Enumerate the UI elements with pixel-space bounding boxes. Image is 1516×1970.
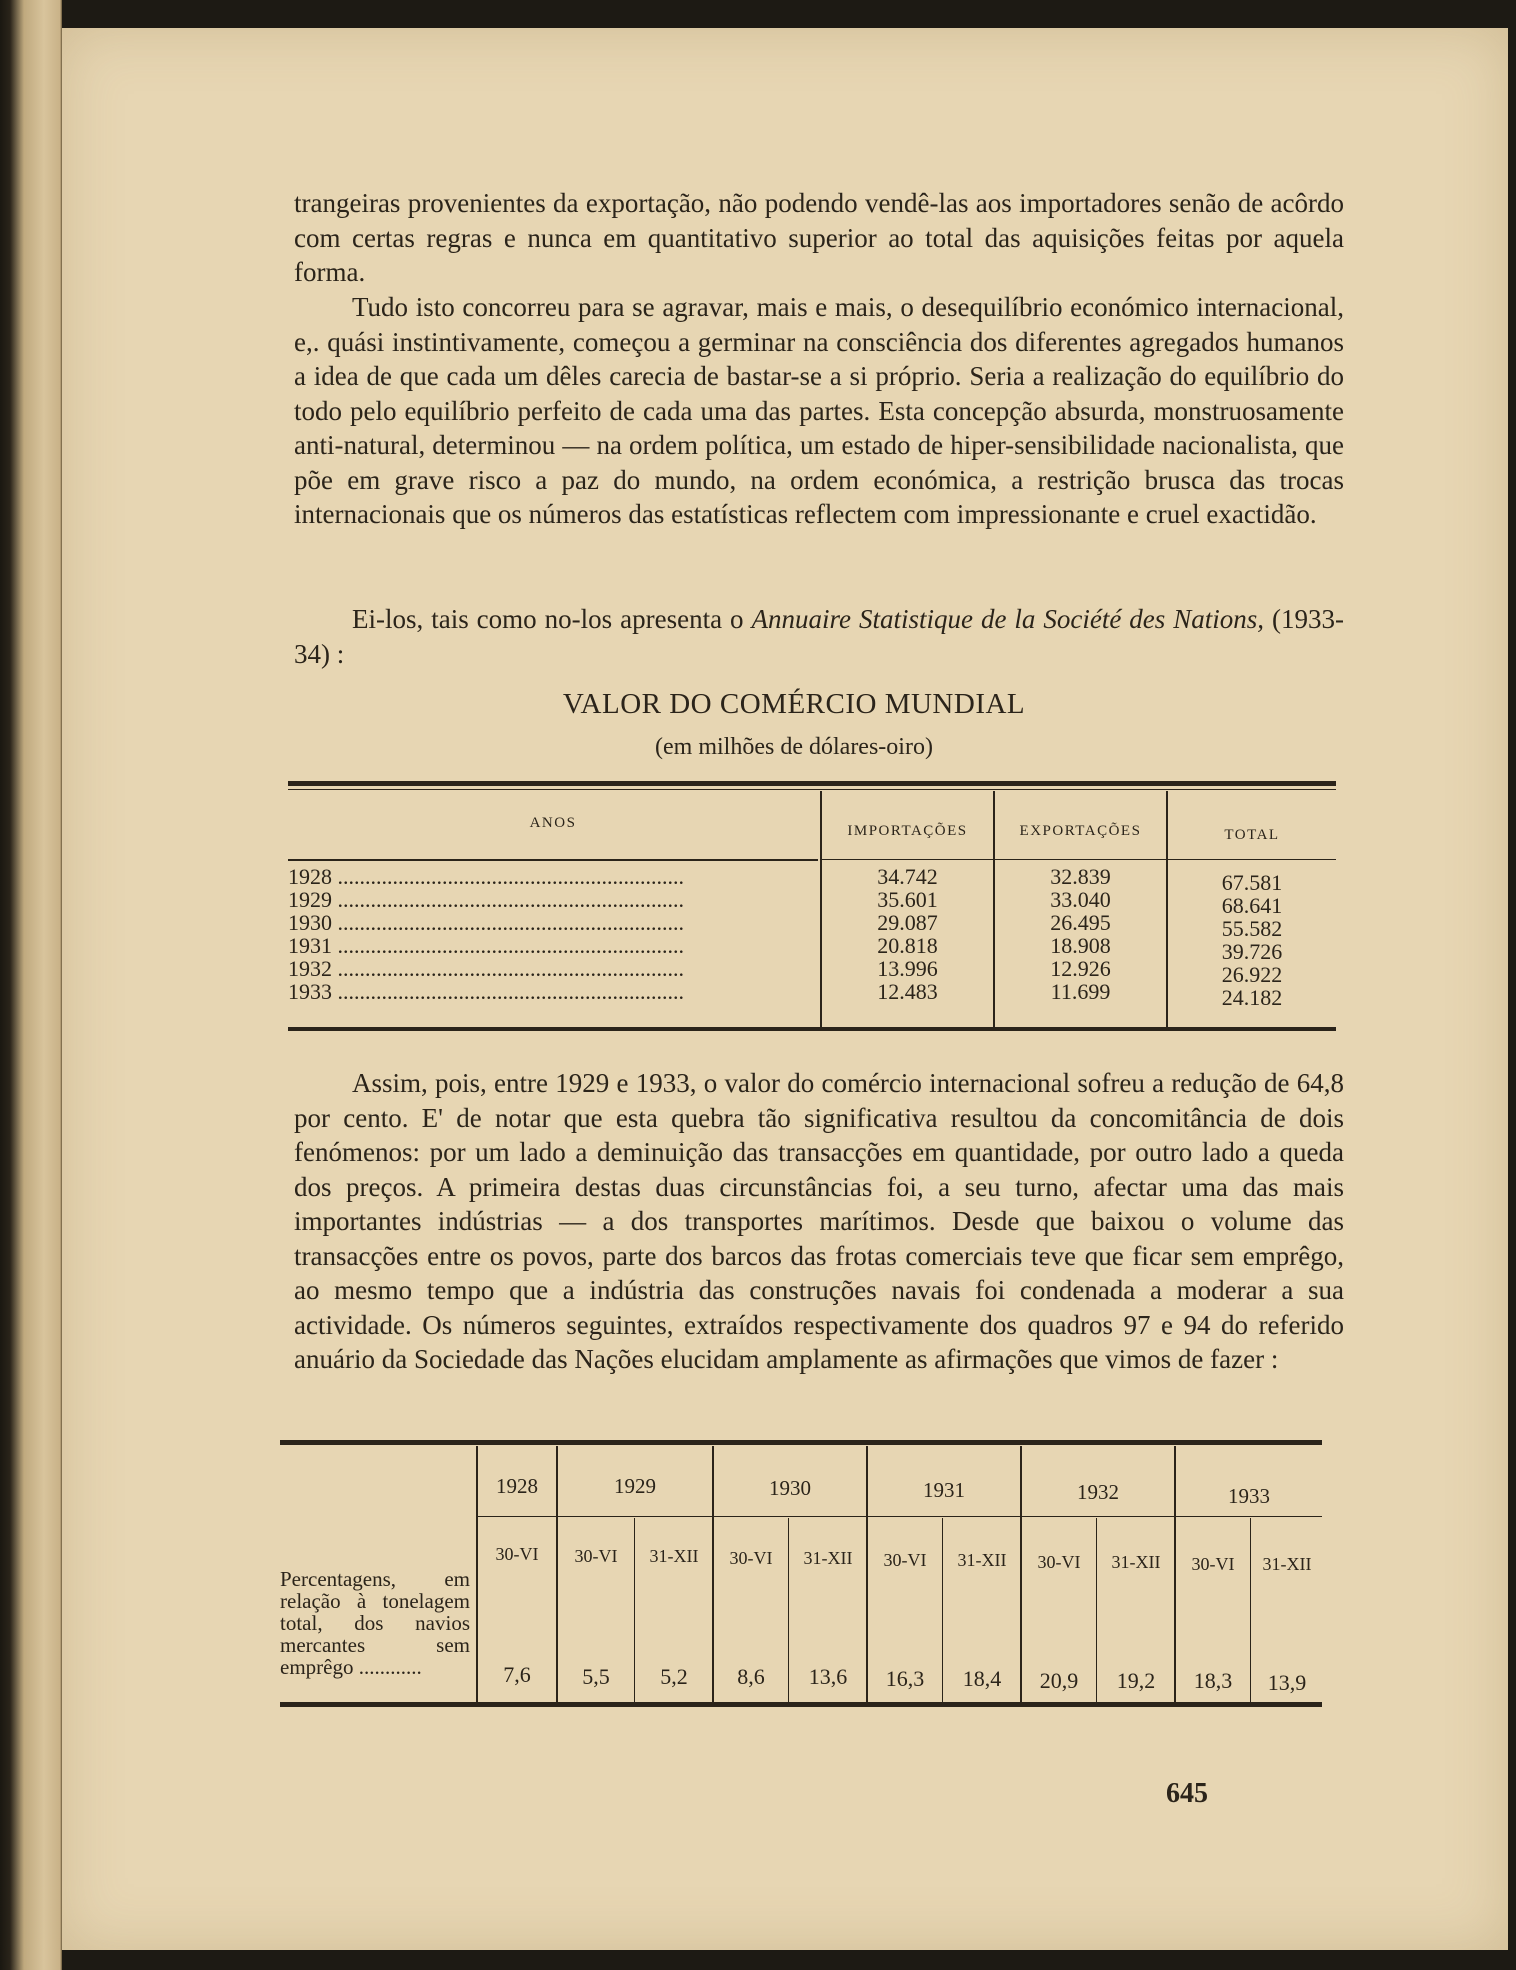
ship-value: 16,3 [885, 1666, 925, 1691]
exports-cell: 33.040 [1050, 887, 1111, 912]
ship-date: 30-VI [729, 1548, 773, 1568]
header-imports: IMPORTAÇÕES [847, 823, 968, 839]
book-gutter [0, 0, 62, 1970]
total-column [1168, 871, 1336, 1009]
table-top-rule-thin [288, 789, 1336, 790]
paragraph-4: Assim, pois, entre 1929 e 1933, o valor do comércio internacional sofreu a redução de 64,8 por cento. E' de notar que esta quebra tão significativa resultou da concomitância de dois fenómenos: por um lado a deminuição das transacções em quantidade, por outro lado a queda dos preços. A primeira destas duas circunstâncias foi, a seu turno, afectar uma das mais importantes indústrias — a dos transportes marítimos. Desde que baixou o volume das transacções entre os povos, parte dos barcos das frotas comerciais teve que ficar sem emprêgo, ao mesmo tempo que a indústria das construções navais foi condenada a moderar a sua actividade. Os números seguintes, extraídos respectivamente dos quadros 97 e 94 do referido anuário da Sociedade das Nações elucidam amplamente as afirmações que vimos de fazer : [294, 1068, 1344, 1374]
ship-value: 5,2 [660, 1664, 688, 1689]
total-cell: 26.922 [1221, 962, 1283, 987]
imports-column [822, 865, 993, 1003]
table-top-rule [288, 781, 1336, 786]
imports-cell: 20.818 [877, 933, 938, 958]
ship-year: 1933 [1228, 1484, 1270, 1508]
paragraph-3 [294, 602, 1344, 671]
imports-cell: 35.601 [877, 887, 938, 912]
paragraph-1: trangeiras provenientes da exportação, não podendo vendê-las aos importadores senão de acôrdo com certas regras e nunca em quantitativo superior ao total das aquisições feitas por aquela forma. [294, 188, 1344, 287]
header-years: ANOS [529, 815, 577, 831]
ship-subcol-divider [788, 1518, 789, 1702]
ship-value: 18,4 [962, 1666, 1002, 1691]
table-bottom-rule [288, 1027, 1336, 1031]
ship-value: 8,6 [737, 1664, 765, 1689]
year-cell: 1929 ............................................................... [288, 888, 684, 911]
table-title: VALOR DO COMÉRCIO MUNDIAL [562, 688, 1026, 720]
exports-cell: 18.908 [1050, 933, 1111, 958]
ship-value: 20,9 [1039, 1668, 1079, 1693]
imports-cell: 12.483 [877, 979, 938, 1004]
ship-year: 1931 [923, 1478, 965, 1502]
ship-year: 1930 [769, 1476, 811, 1500]
table-subtitle: (em milhões de dólares-oiro) [655, 734, 933, 760]
ship-top-rule [280, 1440, 1322, 1445]
ship-year: 1932 [1077, 1480, 1119, 1504]
paragraph-3-end: (1933-34) : [294, 604, 1345, 669]
header-rule-years [288, 859, 818, 861]
ship-year: 1928 [496, 1474, 538, 1498]
ship-date: 30-VI [883, 1550, 927, 1570]
year-cell: 1930 ............................................................... [288, 911, 684, 934]
ship-value: 19,2 [1116, 1668, 1156, 1693]
ship-subcol-divider [1250, 1518, 1251, 1702]
total-cell: 55.582 [1221, 916, 1283, 941]
header-exports: EXPORTAÇÕES [1019, 823, 1142, 839]
ship-value: 13,6 [808, 1664, 848, 1689]
ship-row-label: Percentagens, em relação à tonelagem total, dos navios mercantes sem emprêgo ............ [280, 1567, 470, 1679]
exports-cell: 11.699 [1050, 979, 1111, 1004]
total-cell: 39.726 [1221, 939, 1283, 964]
exports-cell: 32.839 [1050, 864, 1111, 889]
total-cell: 67.581 [1221, 870, 1283, 895]
ship-value: 7,6 [503, 1662, 531, 1687]
ship-date: 30-VI [574, 1546, 618, 1566]
year-column [288, 865, 818, 1003]
imports-cell: 29.087 [877, 910, 938, 935]
year-cell: 1931 ............................................................... [288, 934, 684, 957]
ship-value: 5,5 [582, 1664, 610, 1689]
ship-value: 18,3 [1193, 1668, 1233, 1693]
imports-cell: 13.996 [877, 956, 938, 981]
annuaire-citation: Annuaire Statistique de la Société des Nations, [751, 604, 1265, 634]
ship-subcol-divider [942, 1518, 943, 1702]
book-page [62, 28, 1508, 1950]
ship-header-rule [478, 1516, 1322, 1517]
ship-date: 31-XII [957, 1550, 1007, 1570]
year-cell: 1932 ............................................................... [288, 957, 684, 980]
world-trade-table [288, 781, 1336, 1041]
header-rule-values [822, 859, 1336, 860]
ship-year: 1929 [614, 1474, 656, 1498]
idle-shipping-table [280, 1440, 1322, 1740]
ship-date: 31-XII [649, 1546, 699, 1566]
ship-value: 13,9 [1267, 1670, 1307, 1695]
paragraph-2: Tudo isto concorreu para se agravar, mais e mais, o desequilíbrio económico internacional, e,. quási instintivamente, começou a germinar na consciência dos diferentes agregados humanos a idea de que cada um dêles carecia de bastar-se a si próprio. Seria a realização do equilíbrio do todo pelo equilíbrio perfeito de cada uma das partes. Esta concepção absurda, monstruosamente anti-natural, determinou — na ordem política, um estado de hiper-sensibilidade nacionalista, que põe em grave risco a paz do mundo, na ordem económica, a restrição brusca das trocas internacionais que os números das estatísticas reflectem com impressionante e cruel exactidão. [294, 292, 1344, 529]
paragraph-3-text: Ei-los, tais como no-los apresenta o [352, 604, 752, 634]
exports-cell: 12.926 [1050, 956, 1111, 981]
total-cell: 68.641 [1221, 893, 1283, 918]
year-cell: 1928 ............................................................... [288, 865, 684, 888]
exports-cell: 26.495 [1050, 910, 1111, 935]
ship-subcol-divider [634, 1518, 635, 1702]
imports-cell: 34.742 [877, 864, 938, 889]
ship-bottom-rule [280, 1702, 1322, 1707]
ship-date: 30-VI [495, 1544, 539, 1564]
ship-date: 30-VI [1037, 1552, 1081, 1572]
page-number: 645 [1166, 1778, 1208, 1809]
ship-subcol-divider [1096, 1518, 1097, 1702]
year-cell: 1933 ............................................................... [288, 980, 684, 1003]
ship-date: 30-VI [1191, 1554, 1235, 1574]
ship-date: 31-XII [1262, 1554, 1312, 1574]
ship-date: 31-XII [1111, 1552, 1161, 1572]
ship-date: 31-XII [803, 1548, 853, 1568]
total-cell: 24.182 [1221, 985, 1283, 1010]
exports-column [995, 865, 1166, 1003]
header-total: TOTAL [1224, 827, 1280, 843]
